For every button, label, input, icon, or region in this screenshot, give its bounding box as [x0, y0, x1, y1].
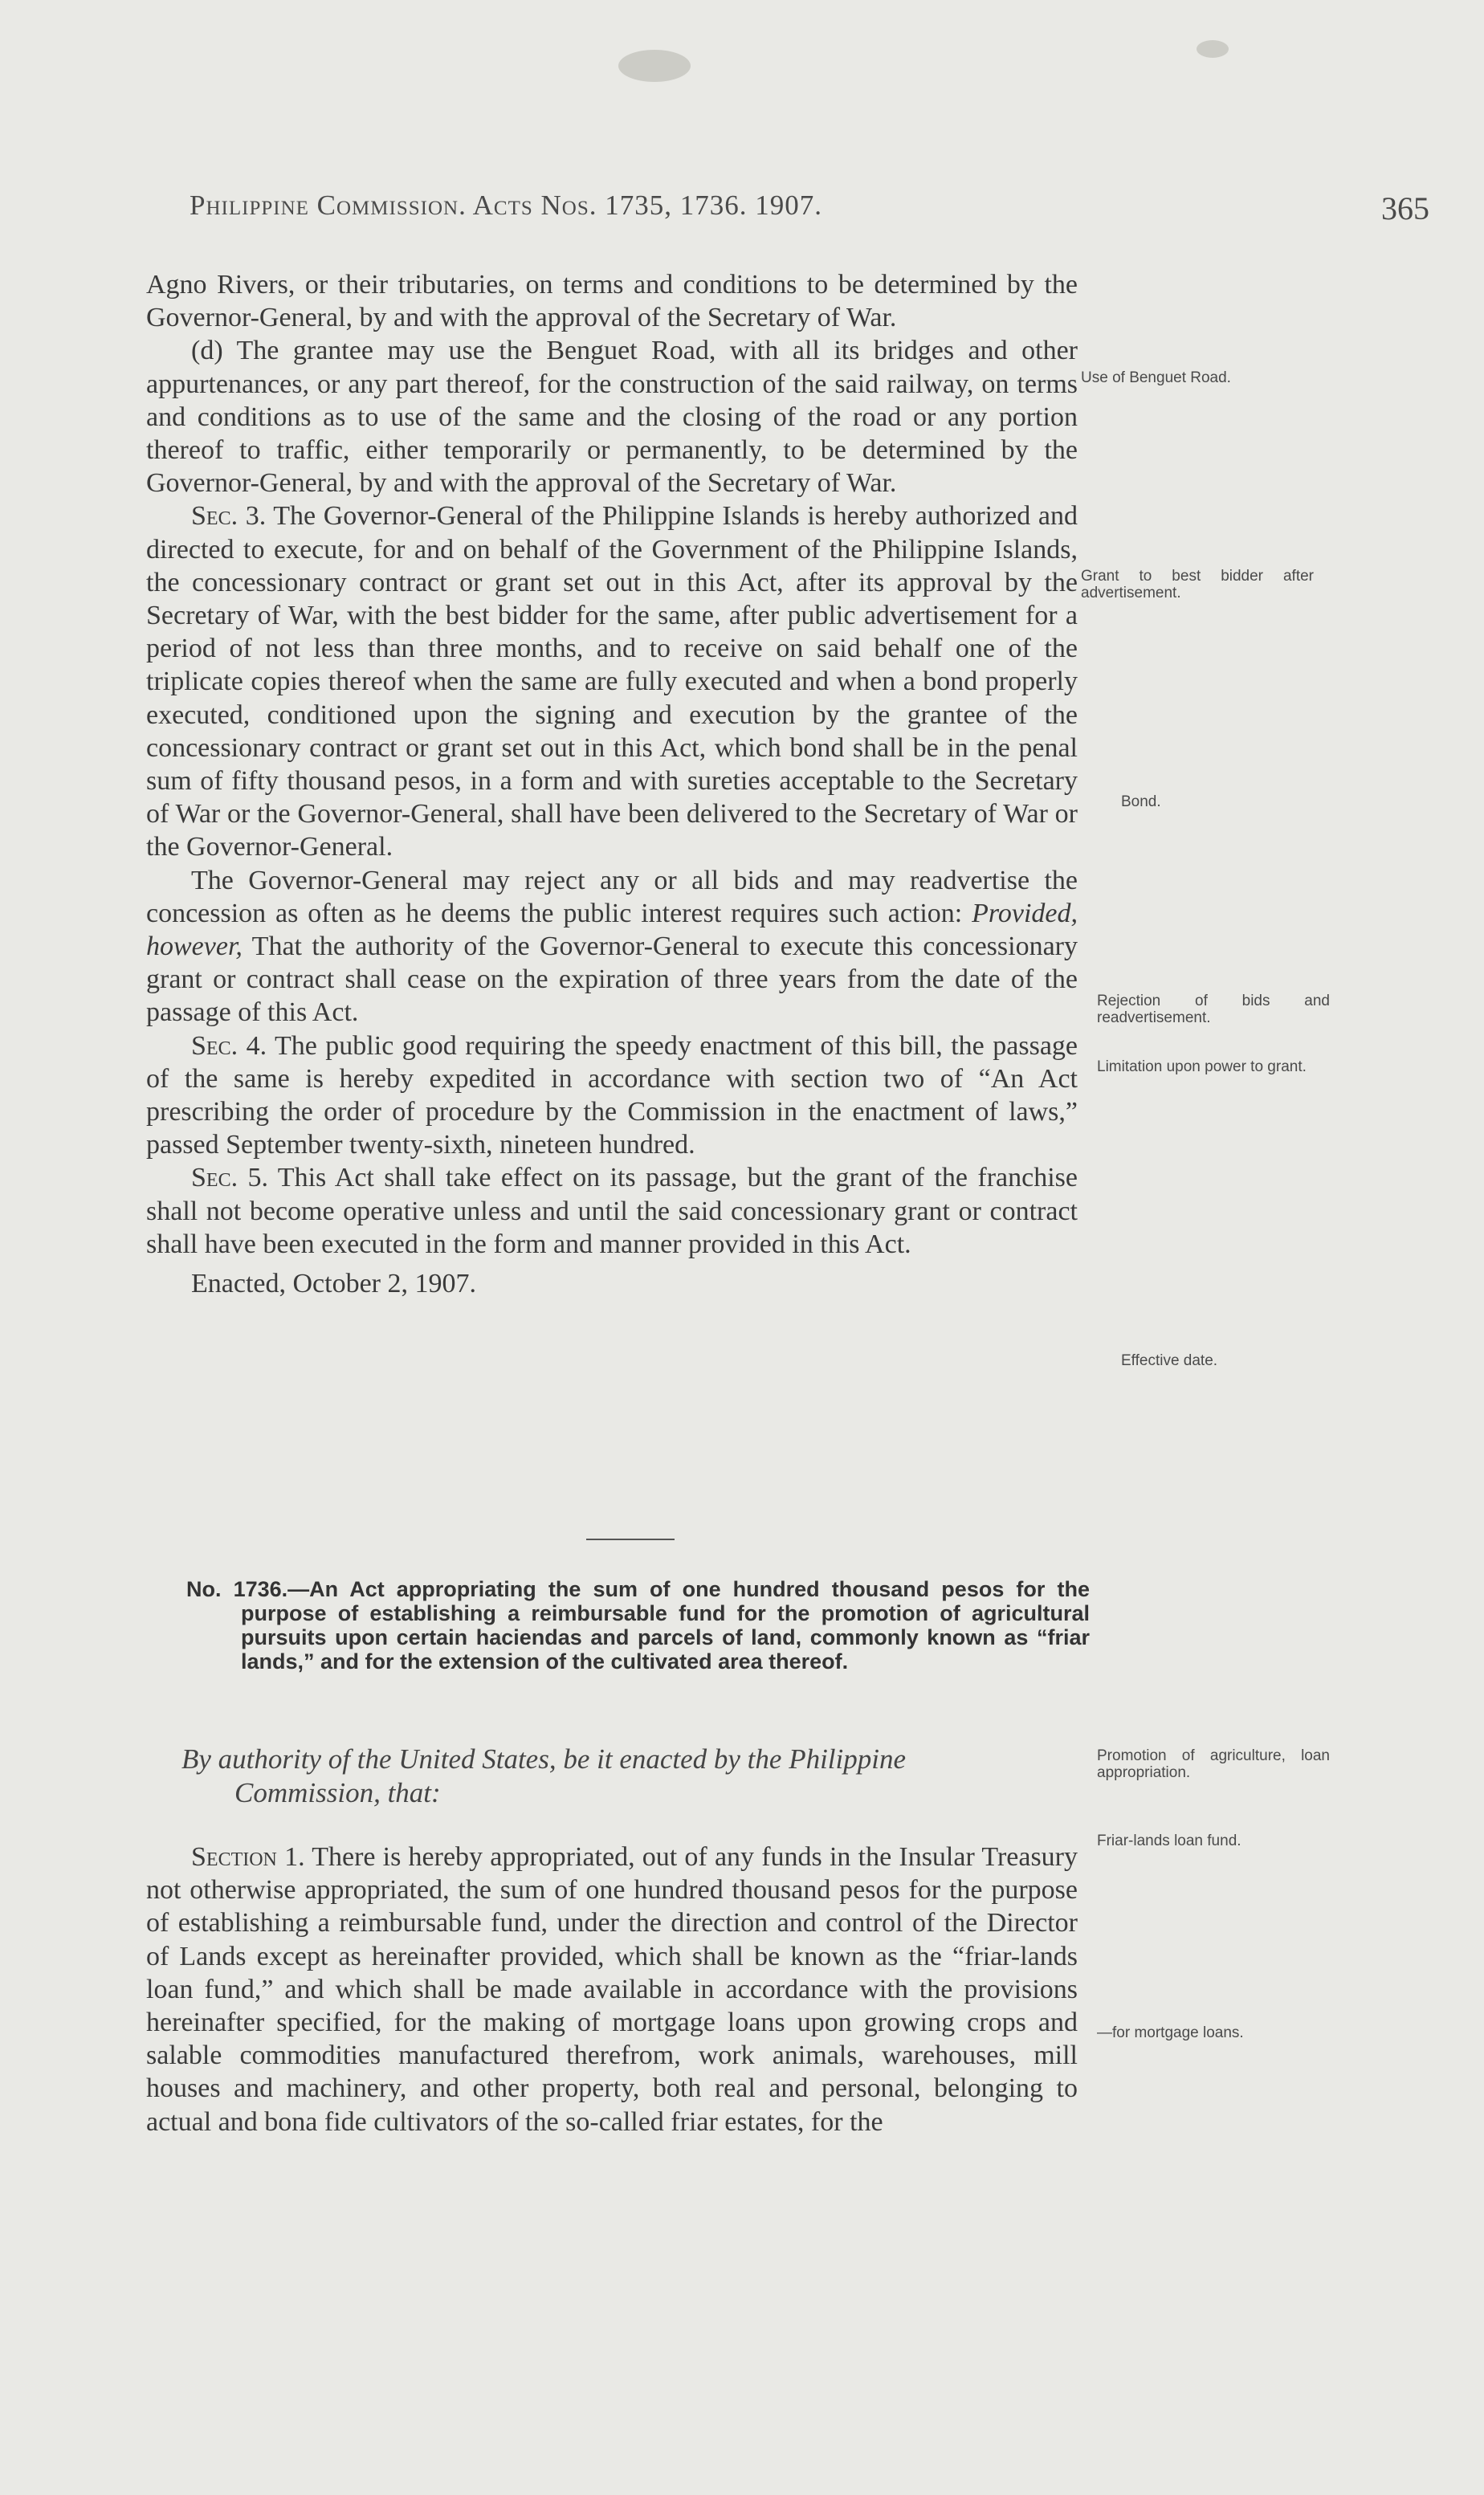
margin-note-benguet: Use of Benguet Road. — [1081, 369, 1231, 386]
page-number: 365 — [1381, 190, 1429, 226]
act-1736-body — [146, 1841, 1078, 2138]
section-divider — [586, 1539, 675, 1540]
margin-note-grant: Grant to best bidder after advertisement. — [1081, 568, 1314, 601]
paragraph-section-3 — [146, 499, 1078, 863]
paragraph-benguet-road: (d) The grantee may use the Benguet Road, with all its bridges and other appurtenances, or any part thereof, for the construction of the said railway, on terms and conditions as to use of the same and the closing of the road or any portion thereof to traffic, either temporarily or permanently, to be determined by the Governor-General, by and with the approval of the Secretary of War. — [146, 336, 1078, 499]
act-1736-title: No. 1736.—An Act appropriating the sum of one hundred thousand pesos for the purpose of establishing a reimbursable fund for the promotion of agricultural pursuits upon certain haciendas and parcels of land, commonly known as “friar lands,” and for the extension of the cultivated area thereof. — [186, 1577, 1090, 1674]
section-text: The Governor-General of the Philippine Islands is hereby authorized and directed to execute, for and on behalf of the Government of the Philippine Islands, the concessionary contract or grant set out in this Act, after its approval by the Secretary of War, with the best bidder for the same, after public advertisement for a period of not less than three months, and to receive on said behalf one of the triplicate copies thereof when the same are fully executed and when a bond properly executed, conditioned upon the signing and execution by the grantee of the concessionary contract or grant set out in this Act, which bond shall be in the penal sum of fifty thousand pesos, in a form and with sureties acceptable to the Secretary of War or the Governor-General, shall have been delivered to the Secretary of War or the Governor-General. — [146, 501, 1078, 862]
proviso-text: Provided, however, — [146, 898, 1078, 962]
section-label: Sec. 4. — [191, 1030, 267, 1061]
section-text: The public good requiring the speedy enactment of this bill, the passage of the same is hereby expedited in accordance with section two of “An Act prescribing the order of procedure by the Commission in the enactment of laws,” passed September twenty-sixth, nineteen hundred. — [146, 1030, 1078, 1160]
page-stain — [618, 50, 691, 82]
enacting-clause — [181, 1743, 1089, 1810]
section-label: Sec. 5. — [191, 1163, 268, 1193]
paragraph-rejection — [146, 864, 1078, 1029]
margin-note-bond: Bond. — [1121, 793, 1161, 810]
margin-note-friar-fund: Friar-lands loan fund. — [1097, 1833, 1241, 1849]
margin-note-mortgage: —for mortgage loans. — [1097, 2024, 1244, 2041]
paragraph-section-4 — [146, 1029, 1078, 1162]
running-title: Philippine Commission. Acts Nos. 1735, 1736. 1907. — [190, 190, 823, 221]
act-1736-heading — [186, 1577, 1090, 1674]
section-label: Section 1. — [191, 1842, 305, 1872]
margin-note-rejection: Rejection of bids and readvertisement. — [1097, 993, 1330, 1026]
enacted-date: Enacted, October 2, 1907. — [191, 1269, 476, 1299]
margin-note-promotion: Promotion of agriculture, loan appropriation. — [1097, 1747, 1330, 1781]
paragraph-section-5 — [146, 1161, 1078, 1261]
enacting-line-1: By authority of the United States, be it enacted by the Philippine — [181, 1743, 907, 1775]
section-text: There is hereby appropriated, out of any funds in the Insular Treasury not otherwise appropriated, the sum of one hundred thousand pesos for the purpose of establishing a reimbursable fund, under the direction and control of the Director of Lands except as hereinafter provided, which shall be known as the “friar-lands loan fund,” and which shall be made available in accordance with the provisions hereinafter specified, for the making of mortgage loans upon growing crops and salable commodities manufactured therefrom, work animals, warehouses, mill houses and machinery, and other property, both real and personal, belonging to actual and bona fide cultivators of the so-called friar estates, for the — [146, 1842, 1078, 2137]
margin-note-effective: Effective date. — [1121, 1352, 1218, 1369]
margin-note-limitation: Limitation upon power to grant. — [1097, 1058, 1307, 1075]
paragraph-section-1 — [146, 1841, 1078, 2138]
act-1735-continuation — [146, 268, 1078, 1300]
proviso-continuation: That the authority of the Governor-General to execute this concessionary grant or contract shall cease on the expiration of three years from the date of the passage of this Act. — [146, 932, 1078, 1028]
paragraph-rivers: Agno Rivers, or their tributaries, on terms and conditions to be determined by the Governor-General, by and with the approval of the Secretary of War. — [146, 270, 1078, 333]
enacting-line-2: Commission, that: — [234, 1777, 441, 1808]
section-label: Sec. 3. — [191, 501, 267, 532]
rejection-text: The Governor-General may reject any or all bids and may readvertise the concession as often as he deems the public interest requires such action: — [146, 865, 1078, 928]
page-stain — [1197, 40, 1229, 58]
section-text: This Act shall take effect on its passage, but the grant of the franchise shall not become operative unless and until the said concessionary grant or contract shall have been executed in the form and manner provided in this Act. — [146, 1163, 1078, 1259]
